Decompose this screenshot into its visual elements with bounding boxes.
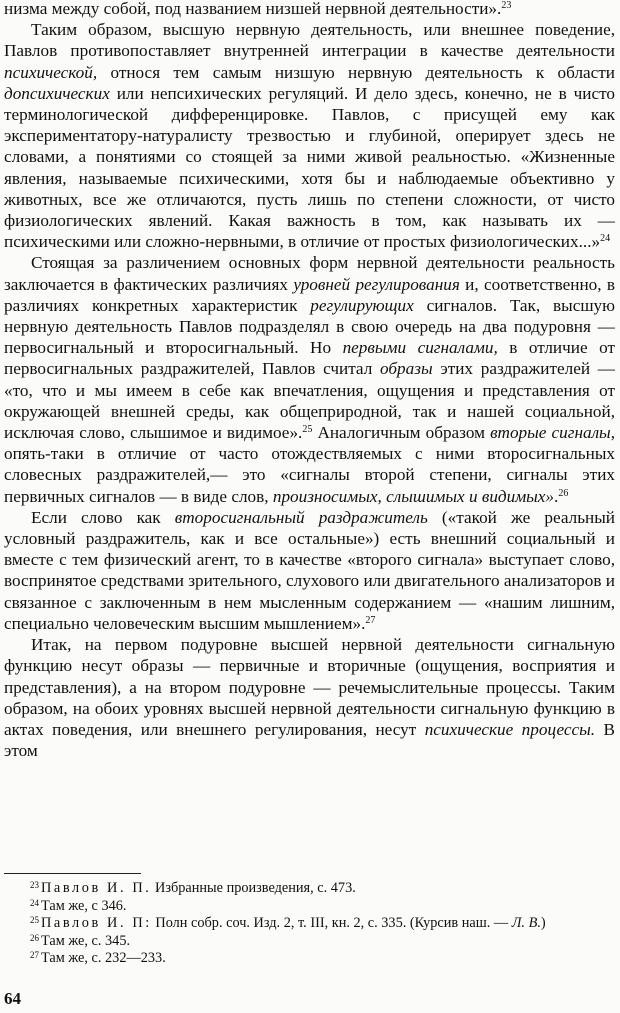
page-number: 64 <box>4 989 21 1008</box>
footnote-ref[interactable]: 23 <box>501 0 512 11</box>
footnotes <box>4 880 612 968</box>
footnote-27: $^{27}$ Там же, с. 232—233. <box>30 950 166 967</box>
main-text <box>4 0 615 761</box>
paragraph: Стоящая за различением основных форм нервной деятельности реальность заключается в фактических различиях уровней регулирования и, соответственно, в различиях конкретных характеристик регулирующих сигналов. Так, высшую нервную деятельность Павлов подразделял в свою очередь на два подуровня — первосигнальный и второсигнальный. Но первыми сигналами, в отличие от первосигнальных раздражителей, Павлов считал образы этих раздражителей — «то, что и мы имеем в себе как впечатления, ощущения и представления от окружающей внешней среды, как общеприродной, так и нашей социальной, исключая слово, слышимое и видимое».$^{25}$ Аналогичным образом вторые сигналы, опять-таки в отличие от часто отождествляемых с ними второсигнальных словесных раздражителей,— это «сигналы второй степени, сигналы этих первичных сигналов — в виде слов, произносимых, слышимых и видимых».$^{26}$ <box>4 253 615 506</box>
paragraph: Итак, на первом подуровне высшей нервной деятельности сигнальную функцию несут образы — первичные и вторичные (ощущения, восприятия и представления), а на втором подуровне — речемыслительные процессы. Таким образом, на обоих уровнях высшей нервной деятельности сигнальную функцию в актах поведения, или внешнего регулирования, несут психические процессы. В этом <box>4 635 616 761</box>
paragraph: Если слово как второсигнальный раздражитель («такой же реальный условный раздражитель, как и все остальные») есть внешний социальный и вместе с тем физический агент, то в качестве «второго сигнала» выступает слово, воспринятое средствами зрительного, слухового или двигательного анализаторов и связанное с заключенным в нем мысленным содержанием — «нашим лишним, специально человеческим высшим мышлением».$^{27}$ <box>4 507 615 633</box>
footnote-26: $^{26}$ Там же, с. 345. <box>30 932 131 949</box>
footnote-ref[interactable]: 27 <box>365 614 376 626</box>
footnote-23: $^{23}$ Павлов И. П. Избранные произведения, с. 473. <box>30 880 356 896</box>
footnote-ref[interactable]: 26 <box>558 487 569 499</box>
footnote-divider <box>4 873 141 874</box>
footnote-25: $^{25}$ Павлов И. П: Полн собр. соч. Изд. 2, т. III, кн. 2, с. 335. (Курсив наш. — Л. В.) <box>30 915 546 932</box>
footnote-24: $^{24}$ Там же, с 346. <box>30 897 127 914</box>
footnote-ref[interactable]: 24 <box>600 233 611 245</box>
paragraph: низма между собой, под названием низшей нервной деятельности».$^{23}$ <box>4 0 512 18</box>
paragraph: Таким образом, высшую нервную деятельность, или внешнее поведение, Павлов противопоставляет внутренней интеграции в качестве деятельности психической, относя тем самым низшую нервную деятельность к области допсихических или непсихических регуляций. И дело здесь, конечно, не в чисто терминологической дифференцировке. Павлов, с присущей ему как экспериментатору-натуралисту трезвостью и глубиной, оперирует здесь не словами, а понятиями со стоящей за ними живой реальностью. «Жизненные явления, называемые психическими, хотя бы и наблюдаемые объективно у животных, все же отличаются, пусть лишь по степени сложности, от чисто физиологических явлений. Какая важность в том, как называть их — психическими или сложно-нервными, в отличие от простых физиологических...»$^{24}$ <box>4 20 615 252</box>
footnote-ref[interactable]: 25 <box>302 424 313 436</box>
